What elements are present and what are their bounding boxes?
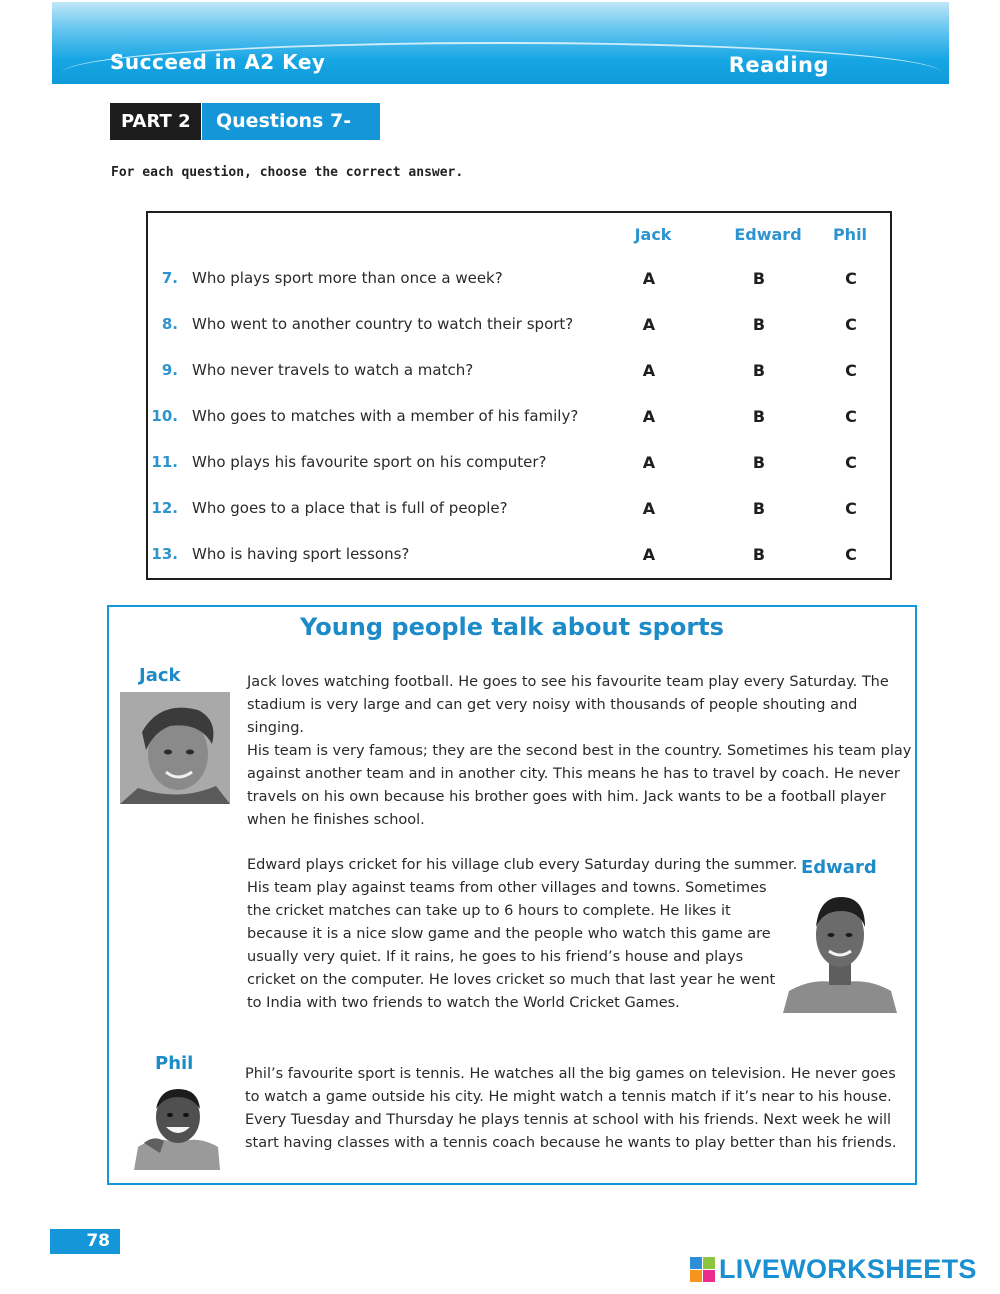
text-line: against another team and in another city. This means he has to travel by coach. He never	[247, 766, 900, 782]
option-b[interactable]: B	[752, 269, 766, 288]
option-b[interactable]: B	[752, 407, 766, 426]
jack-portrait-icon	[120, 692, 230, 804]
section-title: Reading	[728, 53, 829, 77]
option-a[interactable]: A	[642, 453, 656, 472]
option-a[interactable]: A	[642, 499, 656, 518]
column-header-jack: Jack	[634, 225, 672, 244]
question-number: 7.	[161, 269, 178, 287]
book-title: Succeed in A2 Key	[110, 50, 326, 74]
questions-table	[146, 211, 892, 580]
phil-paragraph	[245, 1063, 896, 1155]
question-number: 11.	[151, 453, 178, 471]
question-row-12	[148, 499, 890, 529]
edward-portrait-icon	[783, 887, 897, 1013]
liveworksheets-icon	[690, 1257, 715, 1282]
question-number: 8.	[161, 315, 178, 333]
option-c[interactable]: C	[845, 499, 857, 518]
question-number: 9.	[161, 361, 178, 379]
brand-logo	[690, 1254, 977, 1284]
question-row-11	[148, 453, 890, 483]
text-line: travels on his own because his brother goes with him. Jack wants to be a football player	[247, 789, 886, 805]
text-line: Jack loves watching football. He goes to see his favourite team play every Saturday. The	[247, 674, 889, 690]
question-text: Who went to another country to watch their sport?	[192, 315, 574, 333]
question-text: Who goes to matches with a member of his family?	[192, 407, 579, 425]
question-text: Who plays his favourite sport on his computer?	[192, 453, 547, 471]
option-a[interactable]: A	[642, 361, 656, 380]
person-name-jack: Jack	[139, 665, 181, 686]
text-line: to watch a game outside his city. He might watch a tennis match if it’s near to his house.	[245, 1089, 892, 1105]
option-b[interactable]: B	[752, 545, 766, 564]
question-row-13	[148, 545, 890, 575]
jack-photo	[120, 692, 230, 804]
text-line: stadium is very large and can get very noisy with thousands of people shouting and singing.	[247, 697, 858, 736]
option-c[interactable]: C	[845, 315, 857, 334]
option-a[interactable]: A	[642, 545, 656, 564]
question-number: 12.	[151, 499, 178, 517]
page-number: 78	[50, 1229, 120, 1254]
option-a[interactable]: A	[642, 407, 656, 426]
header-banner	[52, 2, 949, 84]
text-line: His team is very famous; they are the second best in the country. Sometimes his team play	[247, 743, 912, 759]
question-text: Who plays sport more than once a week?	[192, 269, 503, 287]
question-row-9	[148, 361, 890, 391]
part-label: PART 2	[110, 103, 201, 140]
question-row-7	[148, 269, 890, 299]
option-b[interactable]: B	[752, 361, 766, 380]
question-text: Who goes to a place that is full of people?	[192, 499, 508, 517]
option-a[interactable]: A	[642, 269, 656, 288]
person-name-edward: Edward	[801, 857, 877, 878]
edward-photo	[783, 887, 897, 1013]
instruction-text: For each question, choose the correct answer.	[111, 165, 464, 180]
column-header-edward: Edward	[734, 225, 802, 244]
option-b[interactable]: B	[752, 453, 766, 472]
phil-portrait-icon	[134, 1083, 220, 1170]
option-c[interactable]: C	[845, 361, 857, 380]
option-a[interactable]: A	[642, 315, 656, 334]
option-c[interactable]: C	[845, 453, 857, 472]
option-c[interactable]: C	[845, 269, 857, 288]
reading-title: Young people talk about sports	[300, 613, 724, 641]
brand-name: LIVEWORKSHEETS	[719, 1253, 977, 1284]
option-c[interactable]: C	[845, 407, 857, 426]
phil-photo	[134, 1083, 220, 1170]
question-row-8	[148, 315, 890, 345]
text-line: the cricket matches can take up to 6 hours to complete. He likes it	[247, 903, 731, 919]
option-b[interactable]: B	[752, 315, 766, 334]
text-line: usually very quiet. If it rains, he goes to his friend’s house and plays	[247, 949, 744, 965]
text-line: Edward plays cricket for his village club every Saturday during the summer.	[247, 857, 798, 873]
person-name-phil: Phil	[155, 1053, 194, 1074]
jack-paragraph	[247, 671, 915, 832]
text-line: when he finishes school.	[247, 812, 425, 828]
reading-text-box	[107, 605, 917, 1185]
text-line: to India with two friends to watch the World Cricket Games.	[247, 995, 680, 1011]
question-row-10	[148, 407, 890, 437]
option-c[interactable]: C	[845, 545, 857, 564]
text-line: Phil’s favourite sport is tennis. He watches all the big games on television. He never goes	[245, 1066, 896, 1082]
text-line: His team play against teams from other villages and towns. Sometimes	[247, 880, 767, 896]
column-header-phil: Phil	[832, 225, 868, 244]
text-line: start having classes with a tennis coach because he wants to play better than his friends.	[245, 1135, 897, 1151]
questions-label: Questions 7-13	[202, 103, 380, 140]
text-line: cricket on the computer. He loves cricket so much that last year he went	[247, 972, 776, 988]
option-b[interactable]: B	[752, 499, 766, 518]
question-text: Who is having sport lessons?	[192, 545, 410, 563]
text-line: Every Tuesday and Thursday he plays tennis at school with his friends. Next week he will	[245, 1112, 892, 1128]
question-number: 13.	[151, 545, 178, 563]
edward-paragraph	[247, 854, 797, 1015]
text-line: because it is a nice slow game and the people who watch this game are	[247, 926, 771, 942]
question-number: 10.	[151, 407, 178, 425]
question-text: Who never travels to watch a match?	[192, 361, 474, 379]
